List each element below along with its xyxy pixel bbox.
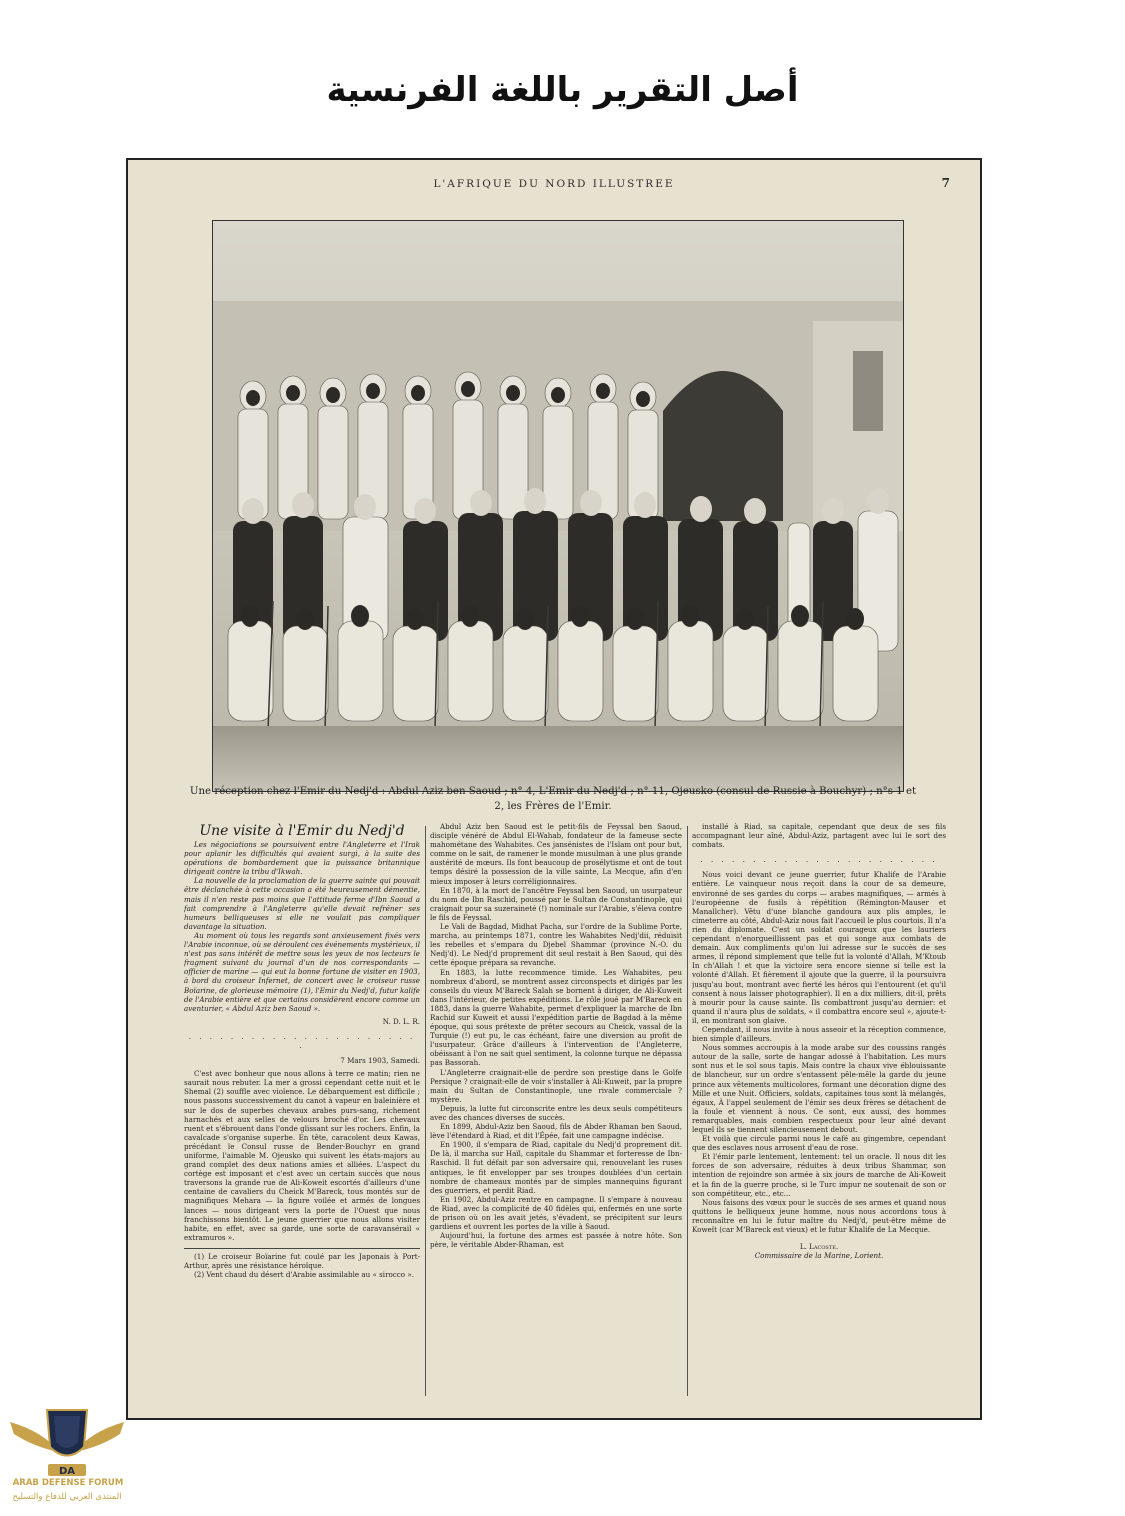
body-paragraph: Le Vali de Bagdad, Midhat Pacha, sur l'ordre de la Sublime Porte, marcha, au printemps 1871, contre les Wahabites Nedj'dii, réduisit les rebelles et s'empara du Djebel Shammar (province N.-O. du Nedj'd). Le Nedj'd proprement dit seul restait à Ben Saoud, qui dès cette époque prépara sa revanche. <box>430 922 682 968</box>
logo-text-latin: ARAB DEFENSE FORUM <box>12 1478 124 1488</box>
separator: . . . . . . . . . . . . . . . . . . . . . . . <box>700 855 938 865</box>
body-paragraph: Nous voici devant ce jeune guerrier, futur Khalife de l'Arabie entière. Le vainqueur nous reçoit dans la cour de sa demeure, environné de ses gardes du corps — arabes magnifiques, — armés à l'européenne de fusils à répétition (Rémington-Mauser et Manallcher). Vêtu d'une blanche gandoura aux plis amples, le cimeterre au côté, Abdul-Aziz nous fait l'accueil le plus courtois. Il n'a rien du diplomate. C'est un soldat courageux que les lauriers cependant n'enorgueillissent pas et qui songe aux combats de demain. Aux compliments qu'on lui adresse sur le succès de ses armes, il répond simplement que telle fut la volonté d'Allah, M'Ktoub In ch'Allah ! et que la victoire sera encore sienne si telle est la volonté d'Allah. Et fièrement il ajoute que la guerre, il la poursuivra jusqu'au bout, montrant avec fierté les héros qui l'entourent (et qu'il consent à nous laisser photographier). Il en a dix milliers, dit-il, prêts à mourir pour la cause sainte. Ils combattront jusqu'au dernier: et quand il n'aura plus de soldats, « il combattra encore seul », ajoute-t-il, en montrant son glaive. <box>692 870 946 1025</box>
body-paragraph: Cependant, il nous invite à nous asseoir et la réception commence, bien simple d'ailleurs. <box>692 1024 946 1044</box>
body-paragraph: En 1870, à la mort de l'ancêtre Feyssal ben Saoud, un usurpateur du nom de Ibn Raschid, poussé par le Sultan de Constantinople, qui craignait pour sa suzeraineté (!) nominale sur l'Arabie, s'éleva contre le fils de Feyssal. <box>430 885 682 922</box>
editor-signature: N. D. L. R. <box>382 1016 420 1026</box>
body-paragraph: Aujourd'hui, la fortune des armes est passée à notre hôte. Son père, le véritable Abder-Rhaman, est <box>430 1231 682 1250</box>
body-paragraph: Nous faisons des vœux pour le succès de ses armes et quand nous quittons le belliqueux jeune homme, nous nous accordons tous à reconnaître en lui le futur maître du Nedj'd, peut-être même de Koweït (car M'Bareck est vieux) et le futur Khalife de La Mecque. <box>692 1197 946 1235</box>
body-paragraph: Et voilà que circule parmi nous le café au gingembre, cependant que des esclaves nous arrosent d'eau de rose. <box>692 1134 946 1153</box>
lede-paragraph: Les négociations se poursuivent entre l'Angleterre et l'Irak pour aplanir les difficultés qui avaient surgi, à la suite des opérations de bombardement que la puissance britannique dirigeait contre la tribu d'Ikwah. <box>184 840 420 877</box>
body-paragraph: Depuis, la lutte fut circonscrite entre les deux seuls compétiteurs avec des chances diverses de succès. <box>430 1103 682 1122</box>
running-title: L'AFRIQUE DU NORD ILLUSTREE <box>433 178 675 190</box>
article-title: Une visite à l'Emir du Nedj'd <box>199 823 405 839</box>
separator: . . . . . . . . . . . . . . . . . . . . . . . <box>188 1031 416 1050</box>
article-column-2 <box>430 822 682 1402</box>
logo-text-arabic: المنتدى العربي للدفاع والتسليح <box>12 1492 122 1502</box>
page-headline: أصل التقرير باللغة الفرنسية <box>326 70 799 110</box>
author-name: L. Lacoste. <box>799 1242 839 1252</box>
body-paragraph: Nous sommes accroupis à la mode arabe sur des coussins rangés autour de la salle, sorte de hangar adossé à l'habitation. Les murs sont nus et le sol sous tapis. Mais contre la chaux vive éblouissante de blancheur, sur un ordre s'entassent pêle-mêle la garde du jeune prince aux vêtements multicolores, formant une décoration digne des Mille et une Nuit. Officiers, soldats, capitaines tous sont là mélangés, égaux, À l'appel seulement de l'émir ses deux frères se détachent de la foule et viennent à nous. Ce sont, eux aussi, des hommes remarquables, mais combien respectueux pour leur aîné devant lequel ils se tiennent silencieusement debout. <box>692 1043 946 1134</box>
body-paragraph: installé à Riad, sa capitale, cependant que deux de ses fils accompagnant leur aîné, Abdul-Aziz, partagent avec lui le sort des combats. <box>692 822 946 850</box>
body-paragraph: C'est avec bonheur que nous allons à terre ce matin; rien ne saurait nous rebuter. La mer a grossi cependant cette nuit et le Shemal (2) souffle avec violence. Le débarquement est difficile ; nous passons successivement du canot à vapeur en baleinière et sur le dos de superbes chevaux arabes purs-sang, richement harnachés et aux selles de velours broché d'or. Les chevaux ruent et s'ébrouent dans l'onde glissant sur les rochers. Enfin, la cavalcade s'organise superbe. En tête, caracolent deux Kawas, précédant le Consul russe de Bender-Bouchyr en grand uniforme, l'aimable M. Ojeusko qui suivent les états-majors au grand complet des deux nations amies et alliées. L'aspect du cortège est imposant et c'est avec un certain succès que nous traversons la grande rue de Ali-Koweit escortés d'ailleurs d'une centaine de cavaliers du Cheick M'Bareck, tous montés sur de magnifiques Mehara — la figure voilée et armés de longues lances — nous dirigeant vers la porte de l'Ouest que nous franchissons bientôt. Le jeune guerrier que nous allons visiter habite, en effet, avec sa garde, une sorte de caravansérail « extramuros ». <box>184 1069 420 1242</box>
journal-date: 7 Mars 1903, Samedi. <box>340 1056 420 1066</box>
logo-mark: DA <box>58 1466 76 1477</box>
column-rule <box>425 826 426 1396</box>
body-paragraph: En 1902, Abdul-Aziz rentre en campagne. Il s'empare à nouveau de Riad, avec la complicité de 40 fidèles qui, enfermés en une sorte de prison où on les avait jetés, s'évadent, se précipitent sur leurs gardiens et ouvrent les portes de la ville à Saoud. <box>430 1194 682 1232</box>
body-paragraph: En 1883, la lutte recommence timide. Les Wahabites, peu nombreux d'abord, se montrent assez circonspects et dirigés par les conseils du vieux M'Bareck Salah se bornent à diriger, de Ali-Kuweit dans l'intérieur, de petites expéditions. Le rôle joué par M'Bareck en 1883, dans la guerre Wahabite, permet d'expliquer la marche de Ibn Rachid sur Kuweit et aussi l'expédition partie de Bagdad à la même époque, qui sous prétexte de prêter secours au Cheick, vassal de la Turquie (!) eut pu, le cas échéant, faire une diversion au profit de l'usurpateur. Grâce d'ailleurs à l'intervention de l'Angleterre, obéissant à l'on ne sait quel sentiment, la colonne turque ne dépassa pas Bassorah. <box>430 967 682 1068</box>
footnote: (1) Le croiseur Boïarine fut coulé par les Japonais à Port-Arthur, après une résistance héroïque. <box>184 1248 420 1270</box>
newspaper-page <box>126 158 982 1420</box>
lede-paragraph: Au moment où tous les regards sont anxieusement fixés vers l'Arabie inconnue, où se déroulent ces événements mystérieux, il n'est pas sans intérêt de mettre sous les yeux de nos lecteurs le fragment suivant du journal d'un de nos correspondants — officier de marine — qui eut la bonne fortune de visiter en 1903, à bord du croiseur Infernet, de concert avec le croiseur russe Boïarine, de glorieuse mémoire (1), l'Emir du Nedj'd, futur kalife de l'Arabie entière et que certains considèrent encore comme un aventurier, « Abdul Aziz ben Saoud ». <box>184 930 420 1013</box>
photo-illustration <box>213 221 903 791</box>
author-role: Commissaire de la Marine, Lorient. <box>754 1251 884 1261</box>
footnote: (2) Vent chaud du désert d'Arabie assimilable au « sirocco ». <box>194 1270 414 1280</box>
article-column-3 <box>692 822 946 1402</box>
article-column-1 <box>184 822 420 1402</box>
eagle-shield-icon <box>4 1392 130 1482</box>
body-paragraph: Et l'émir parle lentement, lentement: tel un oracle. Il nous dit les forces de son adversaire, réduites à deux tribus Shammar, son intention de rejoindre son armée à six jours de marche de Ali-Koweit et la fin de la guerre proche, si le Turc impur ne soutenait de son or son compétiteur, etc., etc... <box>692 1152 946 1198</box>
group-photograph <box>212 220 904 792</box>
lede-paragraph: La nouvelle de la proclamation de la guerre sainte qui pouvait être déclanchée à cette occasion a été heureusement démentie, mais il n'en reste pas moins que l'attitude ferme d'Ibn Saoud a fait comprendre à l'Angleterre qu'elle devait refréner ses humeurs belliqueuses si elle ne voulait pas compliquer davantage la situation. <box>184 876 420 931</box>
column-rule <box>687 826 688 1396</box>
page-number: 7 <box>941 176 950 190</box>
body-paragraph: En 1900, il s'empara de Riad, capitale du Nedj'd proprement dit. De là, il marcha sur Haïl, capitale du Shammar et forteresse de Ibn-Raschid. Il fut défait par son adversaire qui, renouvelant les ruses antiques, le fit envelopper par ses troupes doublées d'un certain nombre de chameaux montés par de simples mannequins figurant des guerriers, et perdit Riad. <box>430 1140 682 1195</box>
body-paragraph: En 1899, Abdul-Aziz ben Saoud, fils de Abder Rhaman ben Saoud, lève l'étendard à Riad, et dit l'Épée, fait une campagne indécise. <box>430 1122 682 1141</box>
photo-caption: Une réception chez l'Emir du Nedj'd : Abdul Aziz ben Saoud ; n° 4, L'Emir du Nedj'd ; n° 11, Ojeusko (consul de Russie à Bouchyr) ; n°s 1 et 2, les Frères de l'Emir. <box>189 786 917 812</box>
body-paragraph: L'Angleterre craignait-elle de perdre son prestige dans le Golfe Persique ? craignait-elle de voir s'installer à Ali-Kuweit, par la propre main du Sultan de Constantinople, une rivale commerciale ? mystère. <box>430 1067 682 1104</box>
body-paragraph: Abdul Aziz ben Saoud est le petit-fils de Feyssal ben Saoud, disciple vénéré de Abdul El-Wahab, fondateur de la fameuse secte mahométane des Wahabites. Ces jansénistes de l'Islam ont pour but, comme on le sait, de ramener le monde musulman à une plus grande austérité de mœurs. Ils font beaucoup de prosélytisme et ont de tout temps désiré la possession de la ville sainte, La Mecque, afin d'en mieux imposer à leurs corréligionnaires. <box>430 822 682 886</box>
